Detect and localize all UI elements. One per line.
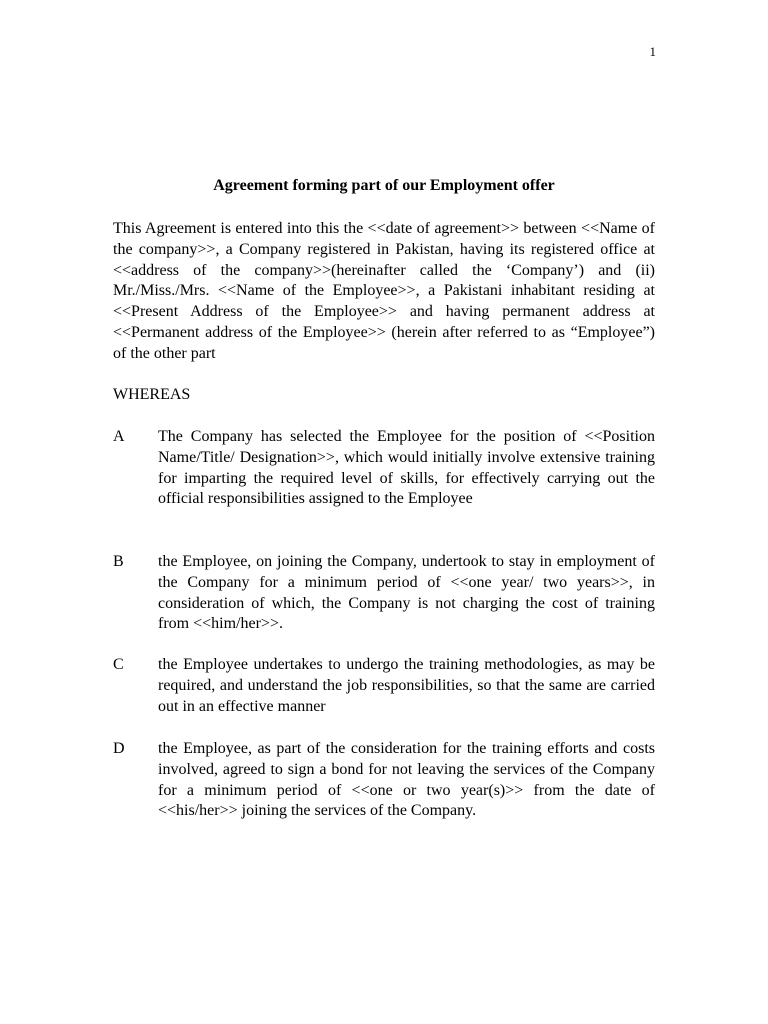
page-number: 1 bbox=[649, 44, 656, 59]
clause-letter: D bbox=[113, 740, 125, 757]
clause-d bbox=[113, 739, 655, 822]
clause-c bbox=[113, 655, 655, 717]
clause-text: the Employee, on joining the Company, undertook to stay in employment of the Company for a minimum period of <<one year/ two years>>, in consideration of which, the Company is not charging the cost of training from <<him/her>>. bbox=[158, 553, 655, 633]
clause-letter: C bbox=[113, 656, 124, 673]
clause-text: the Employee, as part of the consideration for the training efforts and costs involved, agreed to sign a bond for not leaving the services of the Company for a minimum period of <<one or two year(s)>> from the date of <<his/her>> joining the services of the Company. bbox=[158, 740, 655, 820]
clause-letter: A bbox=[113, 428, 125, 445]
clause-text: the Employee undertakes to undergo the training methodologies, as may be required, and understand the job responsibilities, so that the same are carried out in an effective manner bbox=[158, 656, 655, 715]
document-title: Agreement forming part of our Employment offer bbox=[213, 177, 555, 194]
clause-text: The Company has selected the Employee for the position of <<Position Name/Title/ Designation>>, which would initially involve extensive training for imparting the required level of skills, for effectively carrying out the official responsibilities assigned to the Employee bbox=[158, 428, 655, 508]
clause-a bbox=[113, 427, 655, 510]
whereas-heading: WHEREAS bbox=[113, 386, 191, 403]
intro-paragraph: This Agreement is entered into this the <<date of agreement>> between <<Name of the company>>, a Company registered in Pakistan, having its registered office at <<address of the company>>(hereinafter called the ‘Company’) and (ii) Mr./Miss./Mrs. <<Name of the Employee>>, a Pakistani inhabitant residing at <<Present Address of the Employee>> and having permanent address at <<Permanent address of the Employee>> (herein after referred to as “Employee”) of the other part bbox=[113, 220, 655, 362]
clause-letter: B bbox=[113, 553, 124, 570]
clause-b bbox=[113, 552, 655, 635]
